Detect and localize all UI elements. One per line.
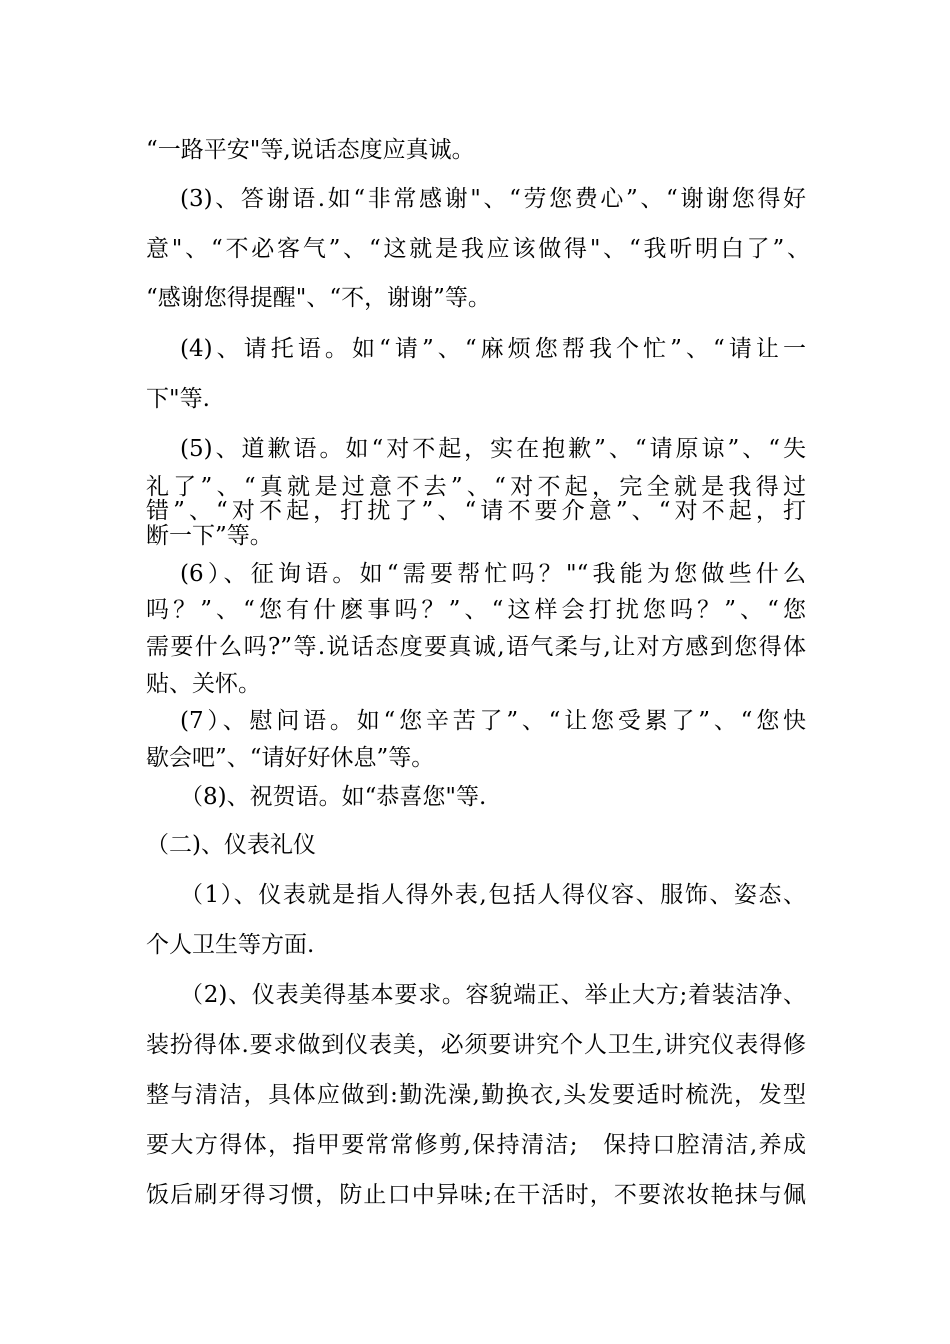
text-line-22: 装扮得体.要求做到仪表美，必须要讲究个人卫生,讲究仪表得修 [146, 1032, 806, 1058]
text-line-3: 意"、“不必客气”、“这就是我应该做得"、“我听明白了”、 [146, 236, 810, 262]
text-line-20: 个人卫生等方面. [146, 932, 315, 958]
text-line-17: （8)、祝贺语。如“恭喜您"等. [180, 784, 487, 810]
text-line-7: (5)、道歉语。如“对不起，实在抱歉”、“请原谅”、“失 [180, 436, 806, 462]
text-line-9: 错”、“对不起，打扰了”、“请不要介意”、“对不起，打 [146, 498, 806, 524]
text-line-19: （1）、仪表就是指人得外表,包括人得仪容、服饰、姿态、 [180, 882, 806, 908]
section-heading: （二)、仪表礼仪 [146, 832, 316, 858]
text-line-15: (7）、慰问语。如“您辛苦了”、“让您受累了”、“您快 [180, 708, 806, 734]
text-line-1: “一路平安"等,说话态度应真诚。 [146, 137, 475, 163]
text-line-14: 贴、关怀。 [146, 671, 261, 697]
text-line-4: “感谢您得提醒"、“不，谢谢”等。 [146, 285, 491, 311]
text-line-13: 需要什么吗?”等.说话态度要真诚,语气柔与,让对方感到您得体 [146, 634, 806, 660]
text-line-24: 要大方得体，指甲要常常修剪,保持清洁; 保持口腔清洁,养成 [146, 1132, 806, 1158]
text-line-23: 整与清洁，具体应做到:勤洗澡,勤换衣,头发要适时梳洗，发型 [146, 1082, 806, 1108]
text-line-5: (4)、请托语。如“请”、“麻烦您帮我个忙”、“请让一 [180, 336, 806, 362]
text-line-2: (3)、答谢语.如“非常感谢"、“劳您费心”、“谢谢您得好 [180, 186, 806, 212]
text-line-12: 吗？”、“您有什麽事吗？”、“这样会打扰您吗？”、“您 [146, 597, 806, 623]
text-line-10: 断一下”等。 [146, 523, 273, 549]
text-line-25: 饭后刷牙得习惯，防止口中异味;在干活时，不要浓妆艳抹与佩 [146, 1182, 806, 1208]
text-line-11: (6）、征询语。如“需要帮忙吗？"“我能为您做些什么 [180, 561, 806, 587]
text-line-21: （2)、仪表美得基本要求。容貌端正、举止大方;着装洁净、 [180, 982, 806, 1008]
text-line-6: 下"等. [146, 386, 210, 412]
text-line-16: 歇会吧”、“请好好休息”等。 [146, 745, 435, 771]
text-line-8: 礼了”、“真就是过意不去”、“对不起，完全就是我得过 [146, 474, 806, 500]
